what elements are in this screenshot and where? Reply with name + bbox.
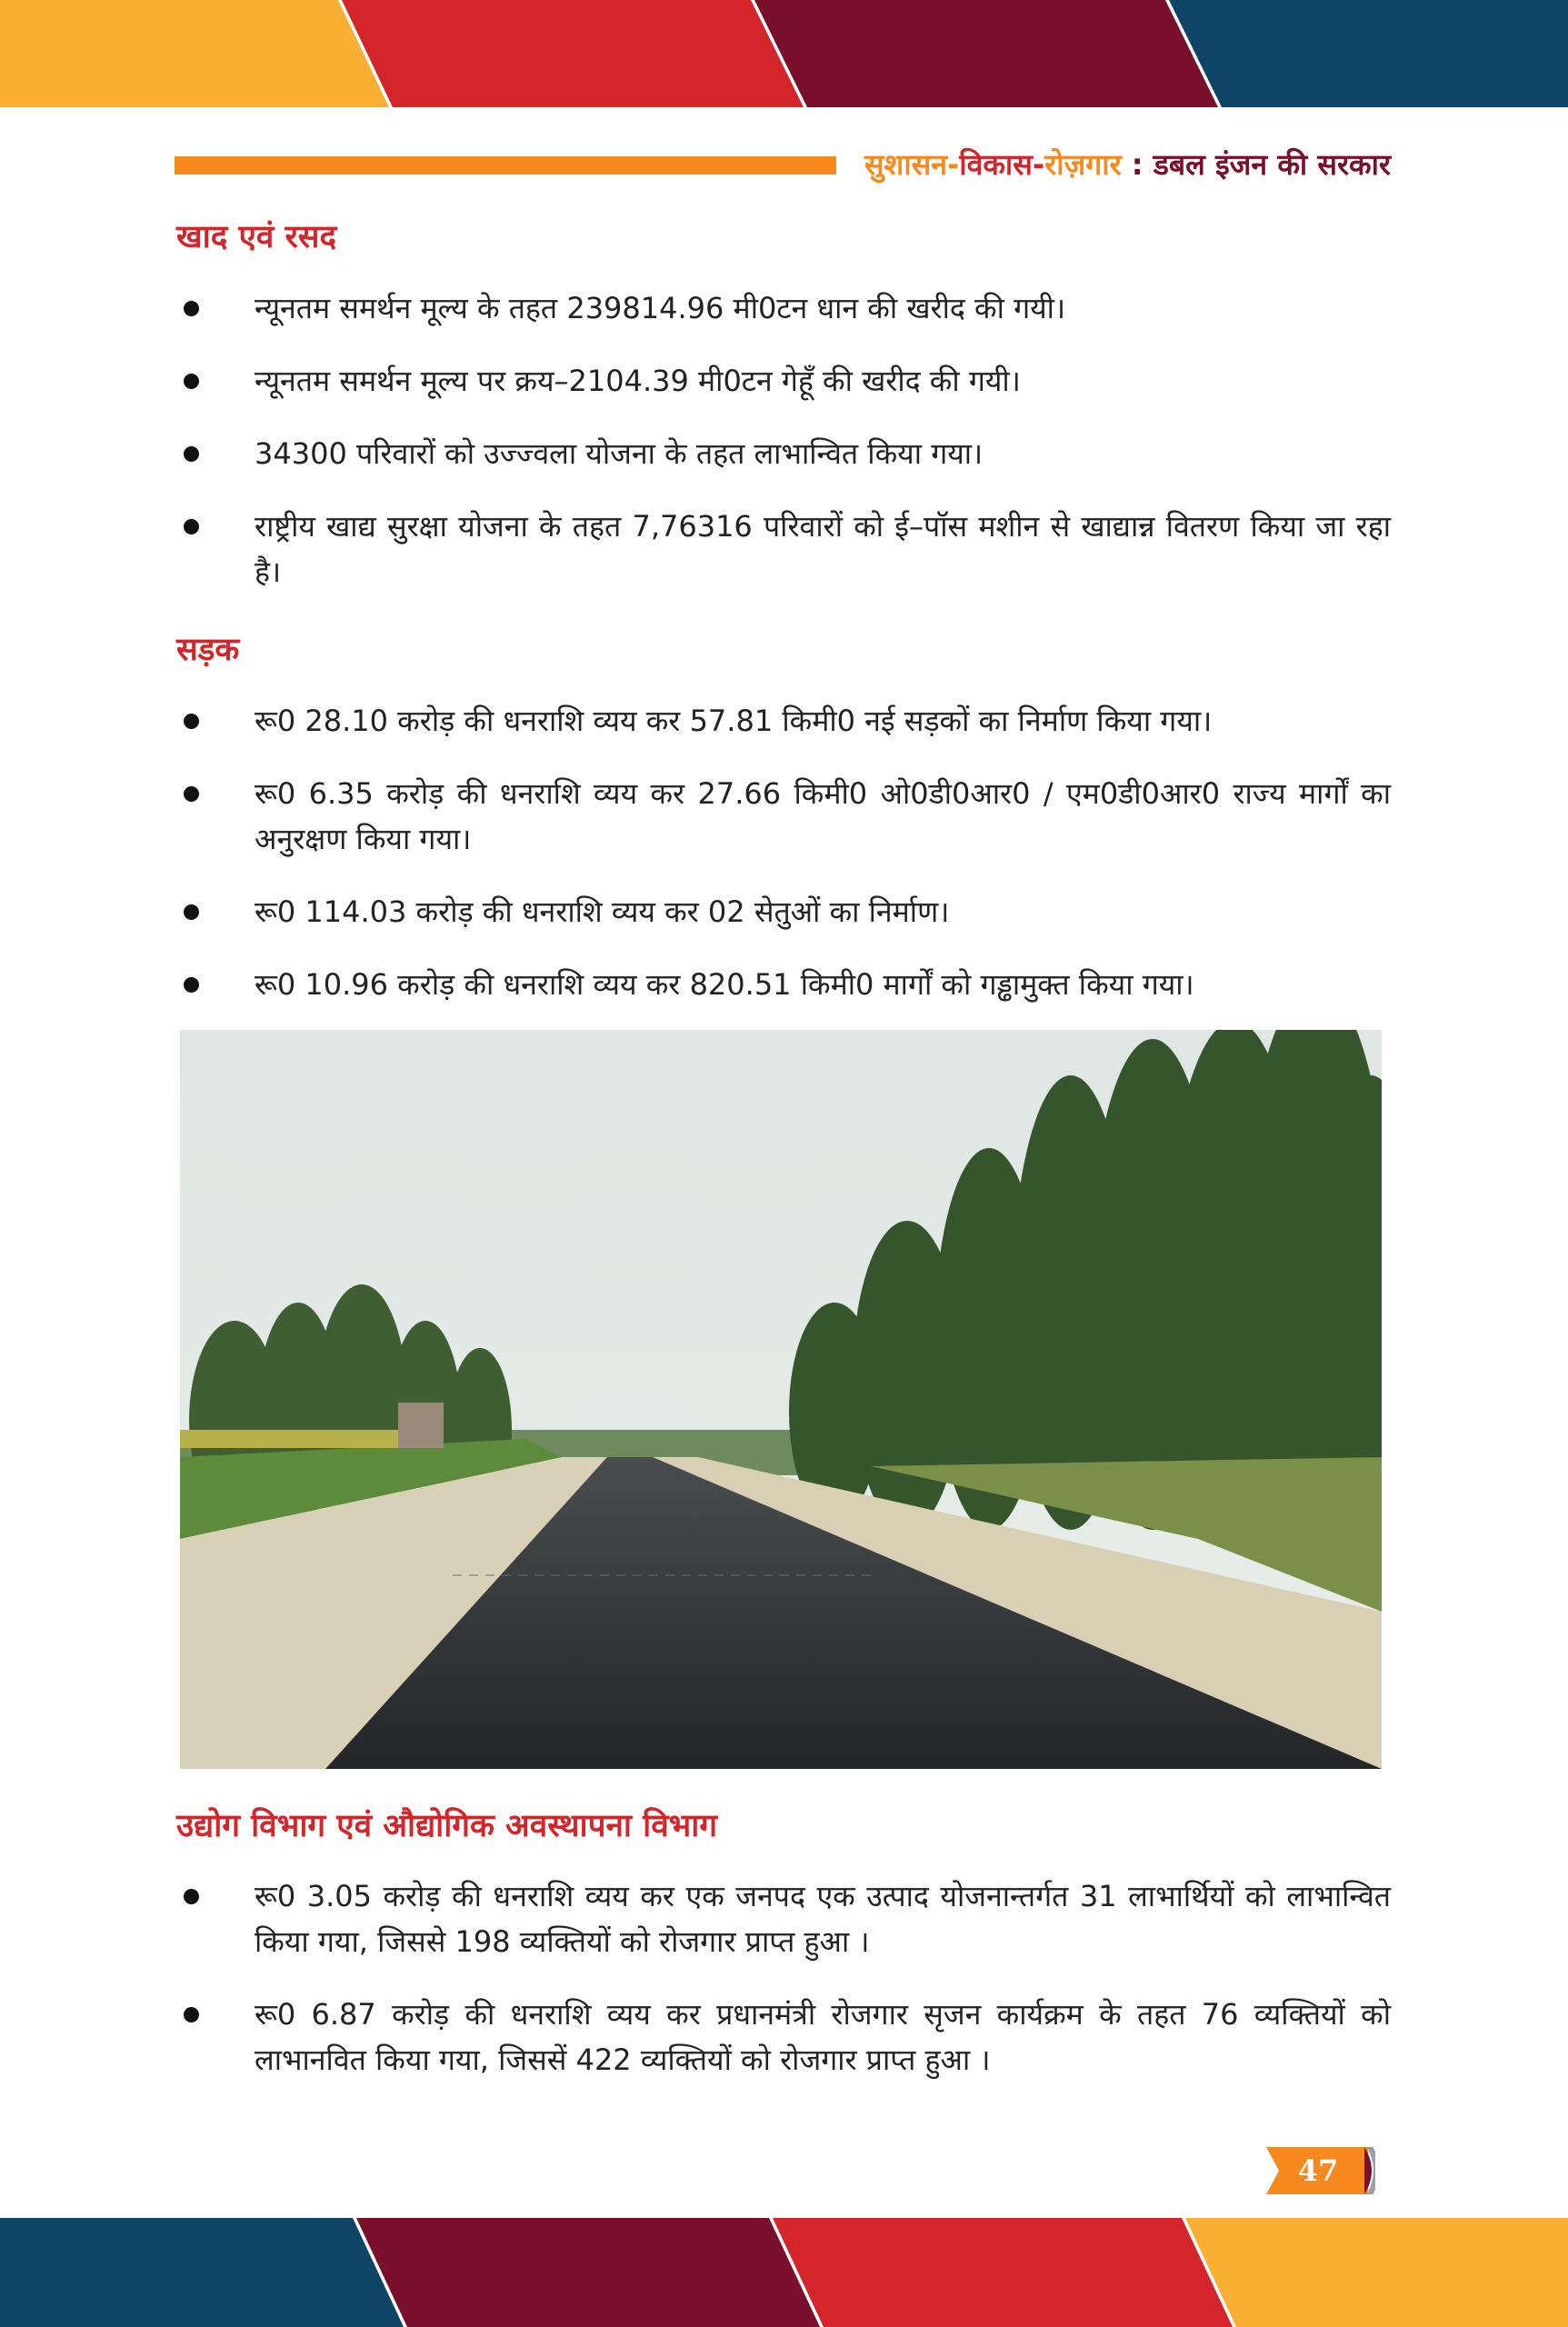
list-item: न्यूनतम समर्थन मूल्य के तहत 239814.96 मी0टन धान की खरीद की गयी।: [176, 285, 1391, 331]
roads-list: [176, 698, 1391, 1007]
top-color-band: [0, 0, 1568, 107]
header-title-part-4: : डबल इंजन की सरकार: [1121, 147, 1391, 182]
list-item: रू0 28.10 करोड़ की धनराशि व्यय कर 57.81 किमी0 नई सड़कों का निर्माण किया गया।: [176, 698, 1391, 744]
list-item: 34300 परिवारों को उज्ज्वला योजना के तहत लाभान्वित किया गया।: [176, 431, 1391, 476]
section-heading-food-supply: खाद एवं रसद: [176, 219, 337, 255]
list-item: रू0 10.96 करोड़ की धनराशि व्यय कर 820.51 किमी0 मार्गों को गड्ढामुक्त किया गया।: [176, 962, 1391, 1007]
road-photo: [180, 1030, 1382, 1769]
section-heading-roads: सड़क: [176, 632, 240, 668]
list-item: रू0 3.05 करोड़ की धनराशि व्यय कर एक जनपद एक उत्पाद योजनान्तर्गत 31 लाभार्थियों को लाभान्वित किया गया, जिससे 198 व्यक्तियों को रोजगार प्राप्त हुआ ।: [176, 1873, 1391, 1964]
list-item: रू0 6.35 करोड़ की धनराशि व्यय कर 27.66 किमी0 ओ0डी0आर0 / एम0डी0आर0 राज्य मार्गों का अनुरक्षण किया गया।: [176, 771, 1391, 862]
header-title-part-3: रोज़गार: [1044, 147, 1122, 182]
food-supply-list: [176, 285, 1391, 594]
list-item: राष्ट्रीय खाद्य सुरक्षा योजना के तहत 7,76316 परिवारों को ई–पॉस मशीन से खाद्यान्न वितरण किया जा रहा है।: [176, 504, 1391, 594]
header-accent-bar: [175, 156, 836, 175]
list-item: न्यूनतम समर्थन मूल्य पर क्रय–2104.39 मी0टन गेहूँ की खरीद की गयी।: [176, 358, 1391, 404]
section-heading-industry: उद्योग विभाग एवं औद्योगिक अवस्थापना विभाग: [176, 1808, 718, 1844]
header-title-part-2: विकास-: [959, 147, 1045, 182]
header-title-part-1: सुशासन-: [864, 147, 960, 182]
header-title: [859, 144, 1391, 185]
industry-list: [176, 1873, 1391, 2082]
bottom-color-band: [0, 2218, 1568, 2327]
list-item: रू0 6.87 करोड़ की धनराशि व्यय कर प्रधानमंत्री रोजगार सृजन कार्यक्रम के तहत 76 व्यक्तियों को लाभानवित किया गया, जिससें 422 व्यक्तियों को रोजगार प्राप्त हुआ ।: [176, 1992, 1391, 2082]
page-number: 47: [1297, 2153, 1339, 2188]
list-item: रू0 114.03 करोड़ की धनराशि व्यय कर 02 सेतुओं का निर्माण।: [176, 889, 1391, 934]
